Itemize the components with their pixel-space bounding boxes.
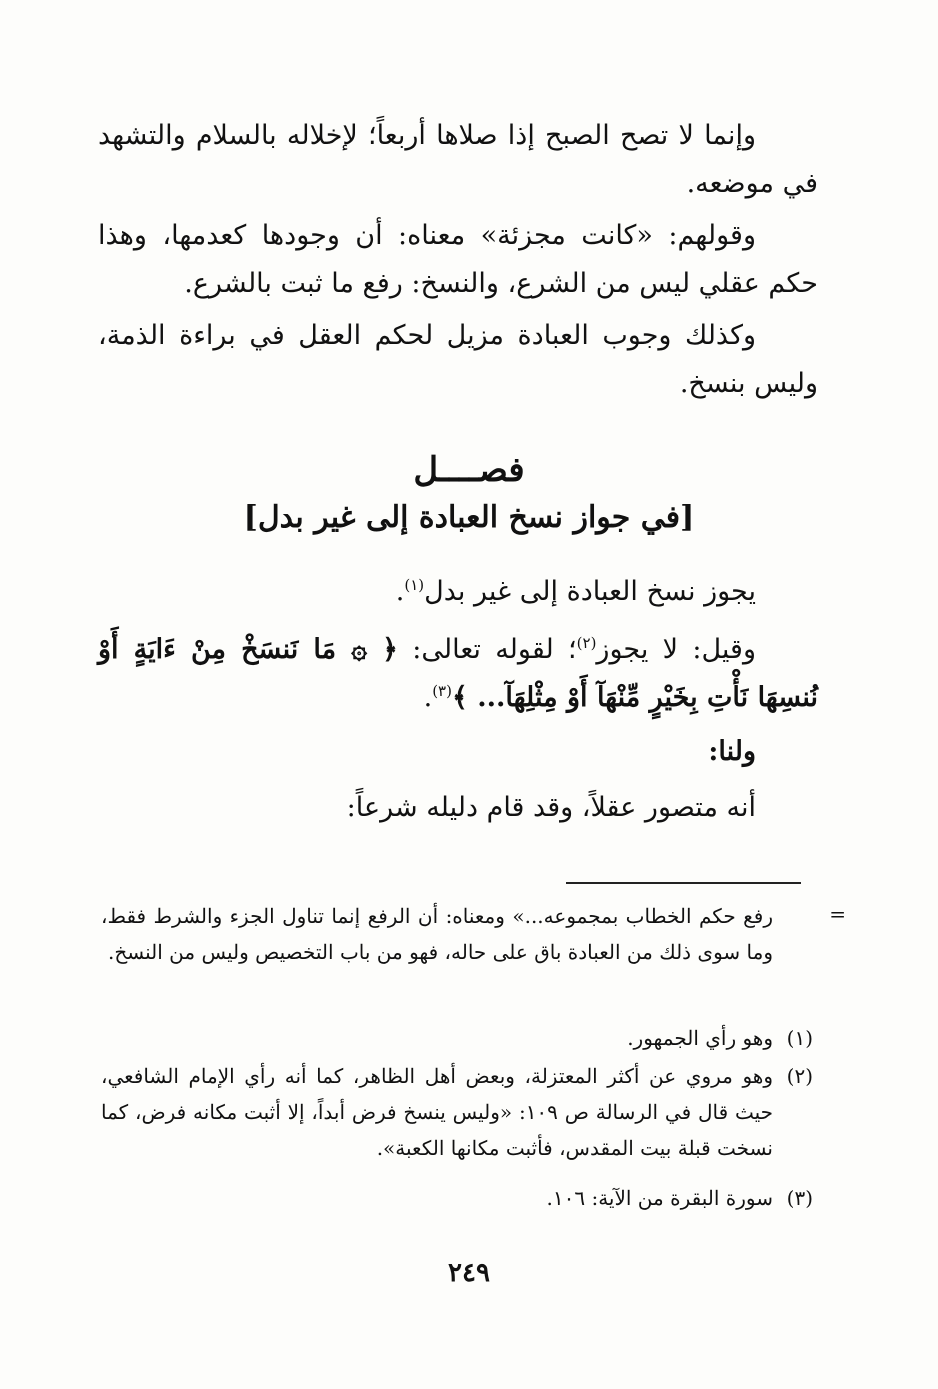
footnote-ref-2[interactable]: (٢): [576, 634, 597, 652]
paragraph-5: وقيل: لا يجوز$^{(٢)}$؛ لقوله تعالى: ﴿ ۞ مَا نَنسَخْ مِنْ ءَايَةٍ أَوْ نُنسِهَا نَأْتِ بِخَيْرٍ مِّنْهَآ أَوْ مِثْلِهَآ... ﴾$^{(٣)}$.: [98, 634, 818, 713]
footnote-separator: [566, 882, 801, 884]
paragraph-4: يجوز نسخ العبادة إلى غير بدل$^{(١)}$.: [395, 576, 756, 607]
footnote-2: (٢) وهو مروي عن أكثر المعتزلة، وبعض أهل الظاهر، كما أنه رأي الإمام الشافعي، حيث قال في الرسالة ص ١٠٩: «وليس ينسخ فرض أبداً، إلا أثبت مكانه فرض، كما نسخت قبلة بيت المقدس، فأثبت مكانها الكعبة».: [101, 1064, 813, 1160]
footnote-1: (١) وهو رأي الجمهور.: [627, 1026, 813, 1050]
section-subtitle: [في جواز نسخ العبادة إلى غير بدل]: [243, 500, 695, 535]
footnote-ref-1[interactable]: (١): [404, 576, 425, 594]
paragraph-6: ولنا:: [708, 736, 756, 767]
footnote-3: (٣) سورة البقرة من الآية: ١٠٦.: [546, 1186, 813, 1210]
continuation-marker: =: [829, 902, 846, 926]
quran-verse: ﴿ ۞ مَا نَنسَخْ مِنْ ءَايَةٍ أَوْ نُنسِهَا نَأْتِ بِخَيْرٍ مِّنْهَآ أَوْ مِثْلِهَآ... ﴾: [98, 634, 818, 713]
paragraph-2: وقولهم: «كانت مجزئة» معناه: أن وجودها كعدمها، وهذا حكم عقلي ليس من الشرع، والنسخ: رفع ما ثبت بالشرع.: [98, 220, 818, 299]
footnote-ref-3[interactable]: (٣): [432, 682, 452, 700]
page-number: ٢٤٩: [448, 1258, 490, 1288]
paragraph-7: أنه متصور عقلاً، وقد قام دليله شرعاً:: [346, 792, 756, 823]
section-title: فصــــل: [413, 450, 525, 490]
paragraph-1: وإنما لا تصح الصبح إذا صلاها أربعاً؛ لإخلاله بالسلام والتشهد في موضعه.: [98, 120, 818, 199]
footnote-continued: رفع حكم الخطاب بمجموعه...» ومعناه: أن الرفع إنما تناول الجزء والشرط فقط، وما سوى ذلك من العبادة باق على حاله، فهو من باب التخصيص وليس من النسخ.: [101, 904, 773, 964]
paragraph-3: وكذلك وجوب العبادة مزيل لحكم العقل في براءة الذمة، وليس بنسخ.: [98, 320, 818, 399]
